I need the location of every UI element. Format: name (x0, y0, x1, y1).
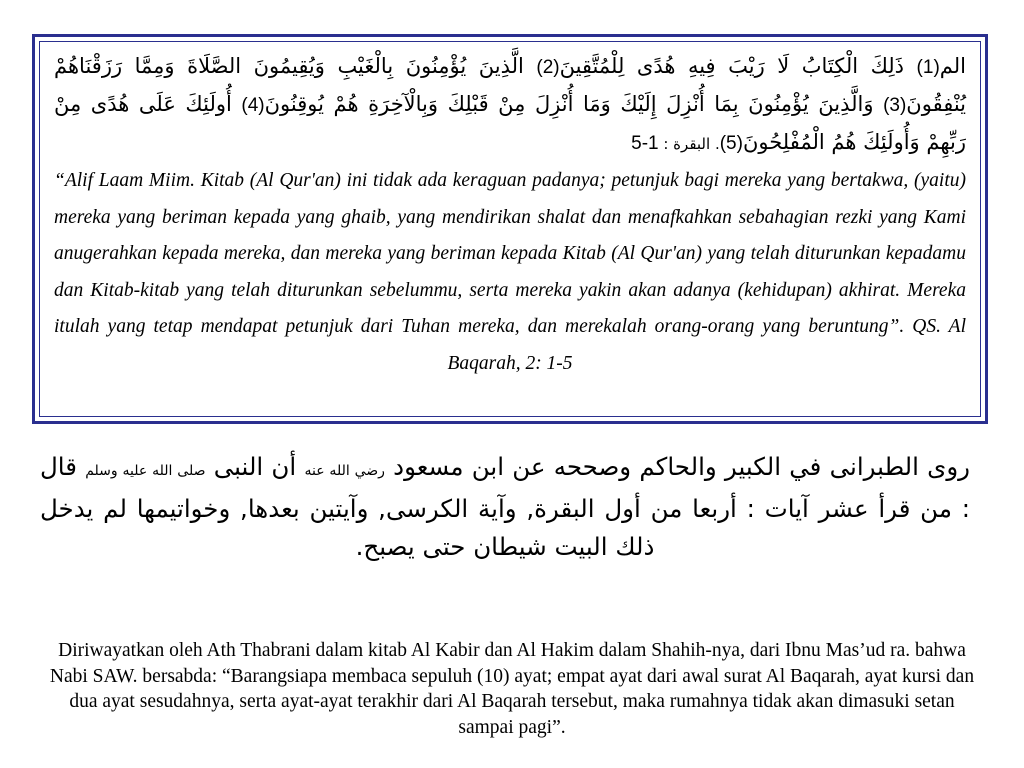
verse-segment-2: ذَلِكَ الْكِتَابُ لَا رَيْبَ فِيهِ هُدًى لِلْمُتَّقِينَ (559, 54, 917, 78)
hadith-arabic-part-1: روى الطبرانى في الكبير والحاكم وصححه عن ابن مسعود (384, 452, 970, 481)
verse-segment-3: الَّذِينَ يُؤْمِنُونَ بِالْغَيْبِ وَيُقِيمُونَ الصَّلَاةَ وَمِمَّا رَزَقْنَاهُمْ يُنْفِقُونَ (54, 54, 966, 116)
verse-segment-4: وَالَّذِينَ يُؤْمِنُونَ بِمَا أُنْزِلَ إِلَيْكَ وَمَا أُنْزِلَ مِنْ قَبْلِكَ وَبِالْآخِرَةِ هُمْ يُوقِنُونَ (264, 92, 884, 116)
verse-number-1: (1) (916, 57, 940, 78)
verse-reference-surah: . البقرة : (658, 135, 720, 153)
hadith-translation: Diriwayatkan oleh Ath Thabrani dalam kitab Al Kabir dan Al Hakim dalam Shahih-nya, dari Ibnu Mas’ud ra. bahwa Nabi SAW. bersabda: “Barangsiapa membaca sepuluh (10) ayat; empat ayat dari awal surat Al Baqarah, ayat kursi dan dua ayat sesudahnya, serta ayat-ayat terakhir dari Al Baqarah tersebut, maka rumahnya tidak akan dimasuki setan sampai pagi”. (49, 640, 975, 738)
verse-number-2: (2) (536, 57, 560, 78)
verse-reference-ayat: 1-5 (631, 133, 659, 154)
hadith-arabic-part-2: أن النبى (205, 452, 305, 481)
verse-segment-5: أُولَئِكَ عَلَى هُدًى مِنْ رَبِّهِمْ وَأُولَئِكَ هُمُ الْمُفْلِحُونَ (54, 92, 966, 154)
verse-number-3: (3) (883, 95, 907, 116)
hadith-arabic-part-3: قال : من قرأ عشر آيات : أربعا من أول البقرة, وآية الكرسى, وآيتين بعدها, وخواتيمها لم يدخل ذلك البيت شيطان حتى يصبح. (40, 452, 970, 561)
hadith-arabic (40, 448, 970, 566)
verse-frame-inner (39, 41, 981, 417)
quran-verse-arabic (54, 48, 966, 163)
verse-segment-1: الم (939, 54, 966, 78)
honorific-sahabi: رضي الله عنه (304, 463, 385, 479)
honorific-nabi: صلى الله عليه وسلم (85, 463, 206, 479)
verse-number-5: (5) (719, 133, 743, 154)
quran-verse-translation: “Alif Laam Miim. Kitab (Al Qur'an) ini tidak ada keraguan padanya; petunjuk bagi mereka yang bertakwa, (yaitu) mereka yang beriman kepada yang ghaib, yang mendirikan shalat dan menafkahkan sebahagian rezki yang Kami anugerahkan kepada mereka, dan mereka yang beriman kepada Kitab (Al Qur'an) yang telah diturunkan kepadamu dan Kitab-kitab yang telah diturunkan sebelummu, serta mereka yakin akan adanya (kehidupan) akhirat. Mereka itulah yang tetap mendapat petunjuk dari Tuhan mereka, dan merekalah orang-orang yang beruntung”. QS. Al Baqarah, 2: 1-5 (54, 170, 966, 374)
verse-number-4: (4) (241, 95, 265, 116)
verse-frame (32, 34, 988, 424)
